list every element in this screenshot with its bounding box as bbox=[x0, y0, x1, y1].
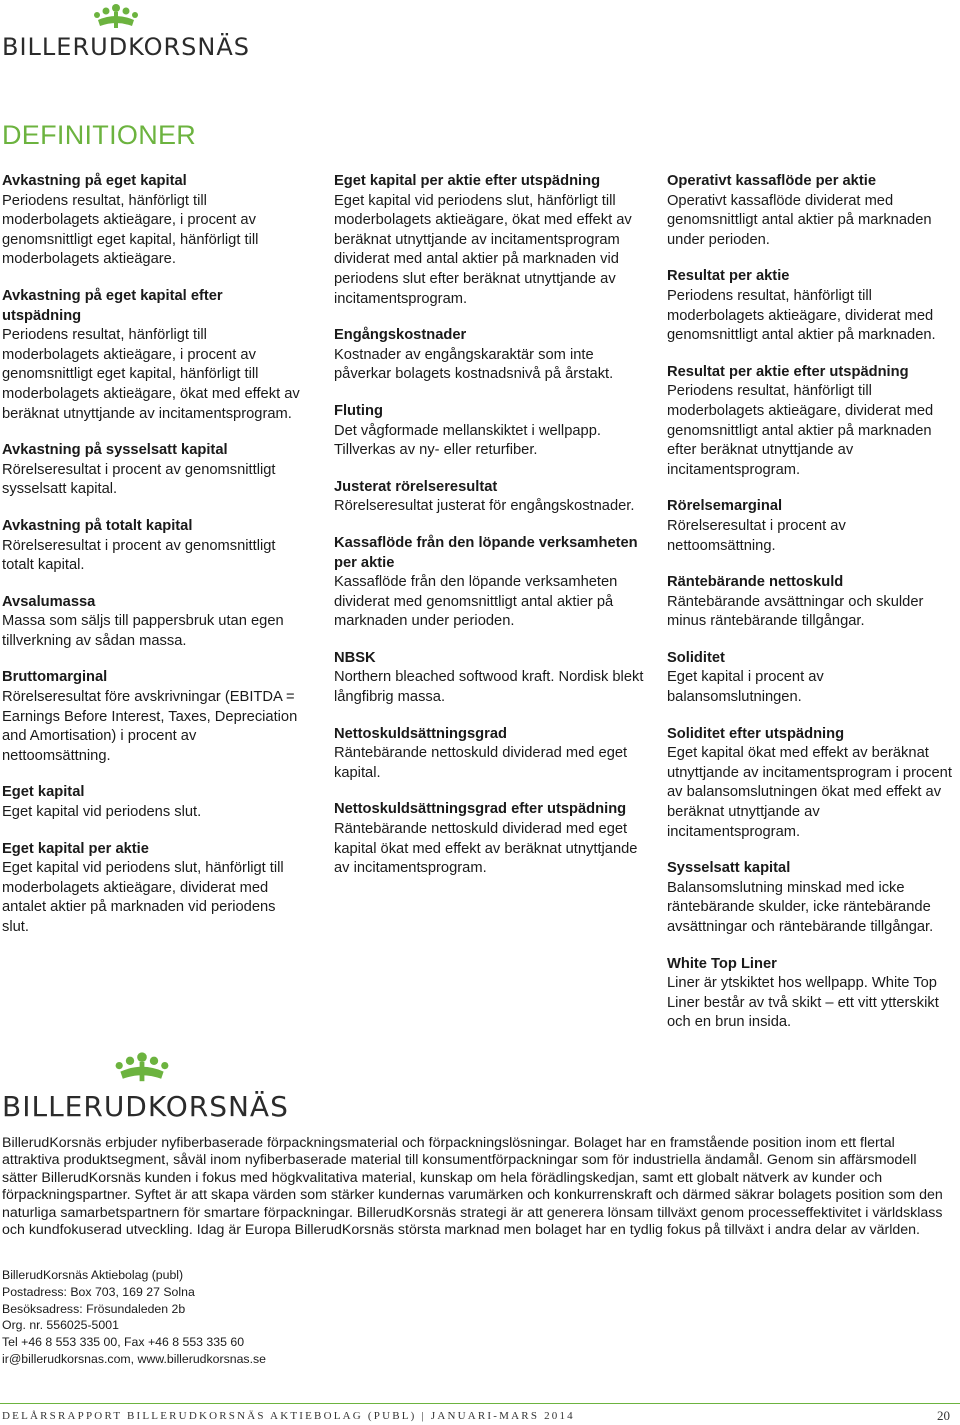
definition-text: Eget kapital ökat med effekt av beräknat utnyttjande av incitamentsprogram i procent av balansomslutningen ökat med effekt av beräknat utnyttjande av incitamentsprogram. bbox=[667, 745, 952, 840]
company-description: BillerudKorsnäs erbjuder nyfiberbaserade förpackningsmaterial och förpackningslösningar. Bolaget har en framstående position inom ett flertal attraktiva produktsegment, såväl inom nyfiberbaserade material till konsumentförpackningar som för industriella ändamål. Genom sin affärsmodell sätter BillerudKorsnäs kunden i fokus med högkvalitativa material, kunskap om hela förädlingskedjan, samt ett globalt nätverk av kunder och förpackningspartner. Syftet är att skapa värden som stärker kundernas varumärken och konkurrenskraft och därmed säkrar bolagets position som den naturliga samarbetspartnern för smartare förpackningar. BillerudKorsnäs strategi är att generera lönsam tillväxt genom processeffektivitet i världsklass och kundfokuserad utveckling. Idag är Europa BillerudKorsnäs största marknad men bolaget har en tydlig fokus på tillväxt i andra delar av världen. bbox=[2, 1135, 943, 1239]
definition-term: Operativt kassaflöde per aktie bbox=[667, 173, 876, 189]
definition-term: Resultat per aktie bbox=[667, 268, 790, 285]
definition-term: Resultat per aktie efter utspädning bbox=[667, 363, 909, 380]
definition-text: Balansomslutning minskad med icke räntebärande skulder, icke räntebärande avsättningar och räntebärande tillgångar. bbox=[667, 879, 934, 935]
definition-term: Rörelsemarginal bbox=[667, 498, 783, 515]
definition-term: Eget kapital per aktie efter utspädning bbox=[334, 173, 601, 189]
definition-text: Periodens resultat, hänförligt till moderbolagets aktieägare, dividerat med genomsnittligt antal aktier på marknaden efter beräknat utnyttjande av incitamentsprogram. bbox=[667, 383, 934, 478]
definition-text: Räntebärande nettoskuld dividerad med eget kapital. bbox=[334, 745, 628, 781]
definition-text: Kostnader av engångskaraktär som inte påverkar bolagets kostnadsnivå på årstakt. bbox=[334, 346, 614, 383]
definitions-column-3 bbox=[667, 172, 952, 1050]
definition-term: Fluting bbox=[334, 402, 383, 419]
definition-entry bbox=[2, 172, 302, 270]
page-number: 20 bbox=[937, 1408, 950, 1423]
definition-term: White Top Liner bbox=[667, 955, 777, 972]
definition-text: Rörelseresultat före avskrivningar (EBITDA = Earnings Before Interest, Taxes, Depreciation and Amortisation) i procent av nettoomsättning. bbox=[2, 689, 298, 764]
definition-entry bbox=[667, 649, 952, 708]
definition-text: Det vågformade mellanskiktet i wellpapp. Tillverkas av ny- eller returfiber. bbox=[334, 422, 601, 459]
definition-term: Bruttomarginal bbox=[2, 669, 108, 686]
definition-entry bbox=[2, 593, 302, 652]
definition-term: Eget kapital per aktie bbox=[2, 840, 149, 857]
definition-term: Avsalumassa bbox=[2, 593, 96, 610]
address-line: ir@billerudkorsnas.com, www.billerudkorsnas.se bbox=[2, 1351, 266, 1366]
definition-entry bbox=[334, 402, 644, 461]
definitions-column-1 bbox=[2, 172, 302, 955]
address-line: Tel +46 8 553 335 00, Fax +46 8 553 335 60 bbox=[2, 1335, 245, 1350]
definition-entry bbox=[667, 955, 952, 1033]
definition-entry bbox=[334, 172, 644, 309]
definition-text: Periodens resultat, hänförligt till moderbolagets aktieägare, i procent av genomsnittligt eget kapital, hänförligt till moderbolagets aktieägare. bbox=[2, 192, 259, 268]
definition-text: Räntebärande avsättningar och skulder minus räntebärande tillgångar. bbox=[667, 593, 924, 630]
definitions-column-2 bbox=[334, 172, 644, 896]
definition-entry bbox=[2, 517, 302, 576]
definition-term: Engångskostnader bbox=[334, 327, 467, 344]
definition-term: Avkastning på totalt kapital bbox=[2, 517, 193, 534]
definition-term: Avkastning på sysselsatt kapital bbox=[2, 442, 228, 459]
definition-term: Räntebärande nettoskuld bbox=[667, 574, 844, 591]
footer-divider bbox=[0, 1403, 960, 1404]
definition-text: Rörelseresultat i procent av genomsnittligt totalt kapital. bbox=[2, 537, 276, 574]
definition-entry bbox=[667, 267, 952, 345]
definition-entry bbox=[667, 172, 952, 250]
definition-term: Justerat rörelseresultat bbox=[334, 478, 498, 495]
definition-entry bbox=[667, 497, 952, 556]
definition-entry bbox=[334, 326, 644, 385]
definition-text: Eget kapital vid periodens slut, hänförligt till moderbolagets aktieägare, dividerat med antalet aktier på marknaden vid periodens slut. bbox=[2, 860, 284, 935]
definition-text: Northern bleached softwood kraft. Nordisk blekt långfibrig massa. bbox=[334, 669, 644, 706]
address-line: Postadress: Box 703, 169 27 Solna bbox=[2, 1284, 195, 1299]
bottom-logo bbox=[0, 1048, 290, 1123]
top-logo-wordmark: BILLERUDKORSNÄS bbox=[2, 33, 251, 61]
definition-term: Soliditet efter utspädning bbox=[667, 725, 845, 742]
address-line: Besöksadress: Frösundaleden 2b bbox=[2, 1301, 186, 1316]
definition-term: NBSK bbox=[334, 649, 376, 666]
definition-term: Avkastning på eget kapital efter utspädning bbox=[2, 287, 223, 324]
definition-entry bbox=[334, 800, 644, 878]
definition-term: Nettoskuldsättningsgrad bbox=[334, 725, 508, 742]
definition-text: Periodens resultat, hänförligt till moderbolagets aktieägare, i procent av genomsnittligt eget kapital, hänförligt till moderbolagets aktieägare, ökat med effekt av beräknat utnyttjande av incitamentsprogram. bbox=[2, 327, 300, 422]
definition-term: Soliditet bbox=[667, 649, 725, 666]
definition-text: Rörelseresultat i procent av nettoomsättning. bbox=[667, 517, 846, 554]
definition-term: Sysselsatt kapital bbox=[667, 860, 791, 877]
definition-text: Eget kapital i procent av balansomslutningen. bbox=[667, 669, 824, 706]
definition-entry bbox=[2, 783, 302, 822]
address-line: BillerudKorsnäs Aktiebolag (publ) bbox=[2, 1268, 184, 1282]
definition-term: Avkastning på eget kapital bbox=[2, 173, 187, 189]
definition-term: Nettoskuldsättningsgrad efter utspädning bbox=[334, 801, 627, 818]
bottom-logo-wordmark: BILLERUDKORSNÄS bbox=[2, 1090, 289, 1123]
definition-entry bbox=[2, 441, 302, 500]
definition-entry bbox=[2, 840, 302, 938]
top-logo bbox=[0, 0, 251, 70]
definition-entry bbox=[334, 534, 644, 632]
definition-entry bbox=[667, 363, 952, 481]
page-title: DEFINITIONER bbox=[2, 120, 197, 150]
definition-text: Liner är ytskiktet hos wellpapp. White Top Liner består av två skikt – ett vitt ytterskikt och en brun insida. bbox=[667, 975, 939, 1031]
definition-text: Räntebärande nettoskuld dividerad med eget kapital ökat med effekt av beräknat utnyttjande av incitamentsprogram. bbox=[334, 821, 638, 877]
definition-term: Kassaflöde från den löpande verksamheten per aktie bbox=[334, 534, 638, 571]
address-line: Org. nr. 556025-5001 bbox=[2, 1318, 119, 1333]
definition-entry bbox=[2, 668, 302, 766]
definition-text: Kassaflöde från den löpande verksamheten dividerat med genomsnittligt antal aktier på marknaden under perioden. bbox=[334, 574, 618, 630]
definition-text: Massa som säljs till pappersbruk utan egen tillverkning av sådan massa. bbox=[2, 613, 284, 649]
definition-text: Eget kapital vid periodens slut, hänförligt till moderbolagets aktieägare, ökat med effekt av beräknat utnyttjande av incitamentsprogram dividerat med antal aktier på marknaden vid periodens slut efter beräknat utnyttjande av incitamentsprogram. bbox=[334, 192, 632, 307]
definition-entry bbox=[667, 725, 952, 843]
definition-text: Periodens resultat, hänförligt till moderbolagets aktieägare, dividerat med genomsnittligt antal aktier på marknaden. bbox=[667, 287, 936, 344]
definition-text: Rörelseresultat i procent av genomsnittligt sysselsatt kapital. bbox=[2, 461, 276, 498]
definition-entry bbox=[334, 649, 644, 708]
footer-text: DELÅRSRAPPORT BILLERUDKORSNÄS AKTIEBOLAG (PUBL) | JANUARI-MARS 2014 bbox=[2, 1410, 575, 1422]
crown-icon bbox=[86, 2, 146, 32]
definition-entry bbox=[334, 725, 644, 784]
definition-entry bbox=[2, 287, 302, 424]
definition-text: Rörelseresultat justerat för engångskostnader. bbox=[334, 498, 635, 515]
crown-icon bbox=[106, 1050, 178, 1086]
definition-entry bbox=[667, 859, 952, 937]
definition-text: Eget kapital vid periodens slut. bbox=[2, 804, 202, 821]
definition-text: Operativt kassaflöde dividerat med genomsnittligt antal aktier på marknaden under perioden. bbox=[667, 192, 932, 248]
company-address bbox=[2, 1267, 266, 1368]
definition-entry bbox=[334, 478, 644, 517]
definition-entry bbox=[667, 573, 952, 632]
definition-term: Eget kapital bbox=[2, 784, 85, 801]
